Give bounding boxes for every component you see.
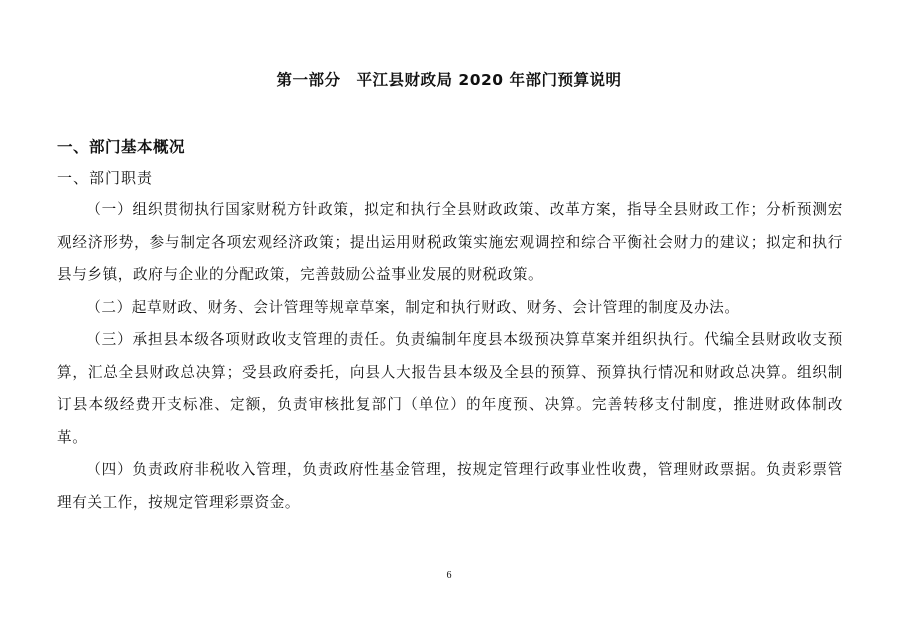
- document-body: [57, 194, 843, 519]
- paragraph: （一）组织贯彻执行国家财税方针政策，拟定和执行全县财政政策、改革方案，指导全县财政工作；分析预测宏观经济形势，参与制定各项宏观经济政策；提出运用财税政策实施宏观调控和综合平衡社会财力的建议；拟定和执行县与乡镇，政府与企业的分配政策，完善鼓励公益事业发展的财税政策。: [57, 201, 843, 283]
- page-number: 6: [446, 570, 452, 581]
- paragraph: （四）负责政府非税收入管理，负责政府性基金管理，按规定管理行政事业性收费，管理财政票据。负责彩票管理有关工作，按规定管理彩票资金。: [57, 461, 843, 511]
- document-title: 第一部分 平江县财政局 2020 年部门预算说明: [276, 71, 622, 89]
- paragraph: （三）承担县本级各项财政收支管理的责任。负责编制年度县本级预决算草案并组织执行。代编全县财政收支预算，汇总全县财政总决算；受县政府委托，向县人大报告县本级及全县的预算、预算执行情况和财政总决算。组织制订县本级经费开支标准、定额，负责审核批复部门（单位）的年度预、决算。完善转移支付制度，推进财政体制改革。: [57, 331, 843, 446]
- paragraph: （二）起草财政、财务、会计管理等规章草案，制定和执行财政、财务、会计管理的制度及办法。: [86, 298, 740, 316]
- section-heading: 一、部门基本概况: [57, 138, 186, 156]
- subsection-heading: 一、部门职责: [57, 169, 154, 187]
